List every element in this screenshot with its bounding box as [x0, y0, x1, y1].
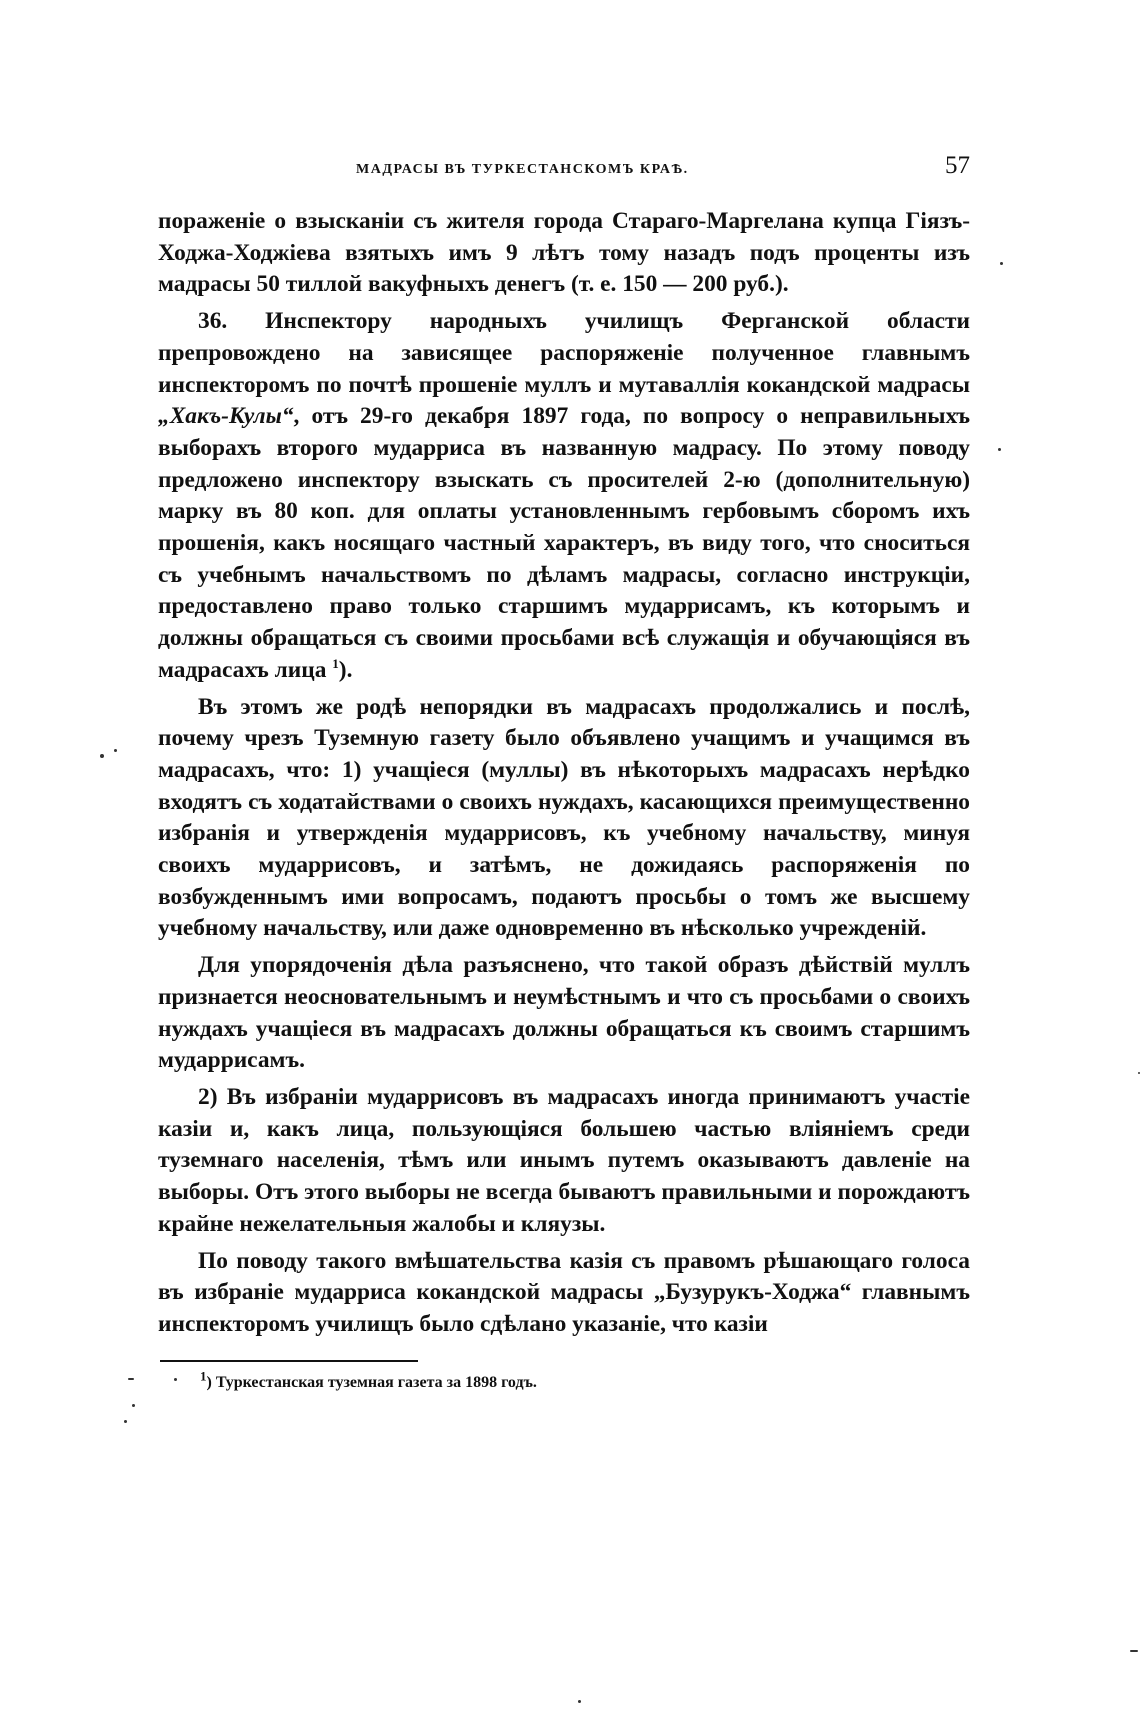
scan-speck — [100, 754, 104, 758]
paragraph-2 — [158, 306, 970, 686]
scan-speck — [1000, 262, 1003, 265]
page-number: 57 — [945, 152, 970, 179]
paragraph-2-part-b: , отъ 29-го декабря 1897 года, по вопросу о неправильныхъ выборахъ второго мударриса въ названную мадрасу. По этому поводу предложено инспектору взыскать съ просителей 2-ю (дополнительную) марку въ 80 коп. для оплаты установленнымъ гербовымъ сборомъ ихъ прошенія, какъ носящаго частный характеръ, въ виду того, что сноситься съ учебнымъ начальствомъ по дѣламъ мадрасы, согласно инструкціи, предоставлено право только старшимъ мударрисамъ, къ которымъ и должны обращаться съ своими просьбами всѣ служащія и обучающіяся въ мадрасахъ лица — [158, 403, 970, 683]
footnote — [200, 1368, 537, 1392]
scan-speck — [132, 1404, 135, 1407]
footnote-rule — [160, 1360, 418, 1362]
paragraph-2-part-a: 36. Инспектору народныхъ училищъ Ферганской области препровождено на зависящее распоряженіе полученное главнымъ инспекторомъ по почтѣ прошеніе муллъ и мутаваллія кокандской мадрасы — [158, 308, 970, 398]
footnote-reference: 1 — [332, 656, 339, 672]
paragraph-1: пораженіе о взысканіи съ жителя города Стараго-Маргелана купца Гіязъ-Ходжа-Ходжіева взятыхъ имъ 9 лѣтъ тому назадъ подъ проценты изъ мадрасы 50 тиллой вакуфныхъ денегъ (т. е. 150 — 200 руб.). — [158, 208, 970, 298]
madrasa-name-italic: „Хакъ-Кулы“ — [158, 403, 294, 430]
scan-speck — [128, 1378, 134, 1380]
paragraph-4: Для упорядоченія дѣла разъяснено, что такой образъ дѣйствій муллъ признается неосновательнымъ и неумѣстнымъ и что съ просьбами о своихъ нуждахъ учащіеся въ мадрасахъ должны обращаться къ своимъ старшимъ мударрисамъ. — [158, 952, 970, 1074]
scan-speck — [124, 1420, 127, 1423]
paragraph-5: 2) Въ избраніи мударрисовъ въ мадрасахъ иногда принимаютъ участіе казіи и, какъ лица, пользующіяся большею частью вліяніемъ среди туземнаго населенія, тѣмъ или инымъ путемъ оказываютъ давленіе на выборы. Отъ этого выборы не всегда бываютъ правильными и порождаютъ крайне нежелательныя жалобы и кляузы. — [158, 1083, 970, 1237]
paragraph-3: Въ этомъ же родѣ непорядки въ мадрасахъ продолжались и послѣ, почему чрезъ Туземную газету было объявлено учащимъ и учащимся въ мадрасахъ, что: 1) учащіеся (муллы) въ нѣкоторыхъ мадрасахъ нерѣдко входятъ съ ходатайствами о своихъ нуждахъ, касающихся преимущественно избранія и утвержденія мударрисовъ, къ учебному начальству, минуя своихъ мударрисовъ, и затѣмъ, не дожидаясь распоряженія по возбужденнымъ ими вопросамъ, подаютъ просьбы о томъ же высшему учебному начальству, или даже одновременно въ нѣсколько учрежденій. — [158, 693, 970, 942]
footnote-text: ) Туркестанская туземная газета за 1898 годъ. — [206, 1374, 537, 1391]
body-text — [158, 206, 970, 1341]
scan-speck — [998, 448, 1001, 451]
paragraph-2-part-c: ). — [338, 656, 353, 683]
scan-speck — [1130, 1650, 1138, 1652]
scan-speck — [174, 1378, 177, 1381]
running-title: МАДРАСЫ ВЪ ТУРКЕСТАНСКОМЪ КРАѢ. — [356, 162, 689, 177]
scan-speck — [114, 749, 117, 752]
running-head — [158, 152, 970, 188]
scan-speck — [578, 1700, 581, 1703]
footnote-marker: 1 — [200, 1368, 207, 1384]
paragraph-6: По поводу такого вмѣшательства казія съ правомъ рѣшающаго голоса въ избраніе мударриса кокандской мадрасы „Бузурукъ-Ходжа“ главнымъ инспекторомъ училищъ было сдѣлано указаніе, что казіи — [158, 1247, 970, 1337]
